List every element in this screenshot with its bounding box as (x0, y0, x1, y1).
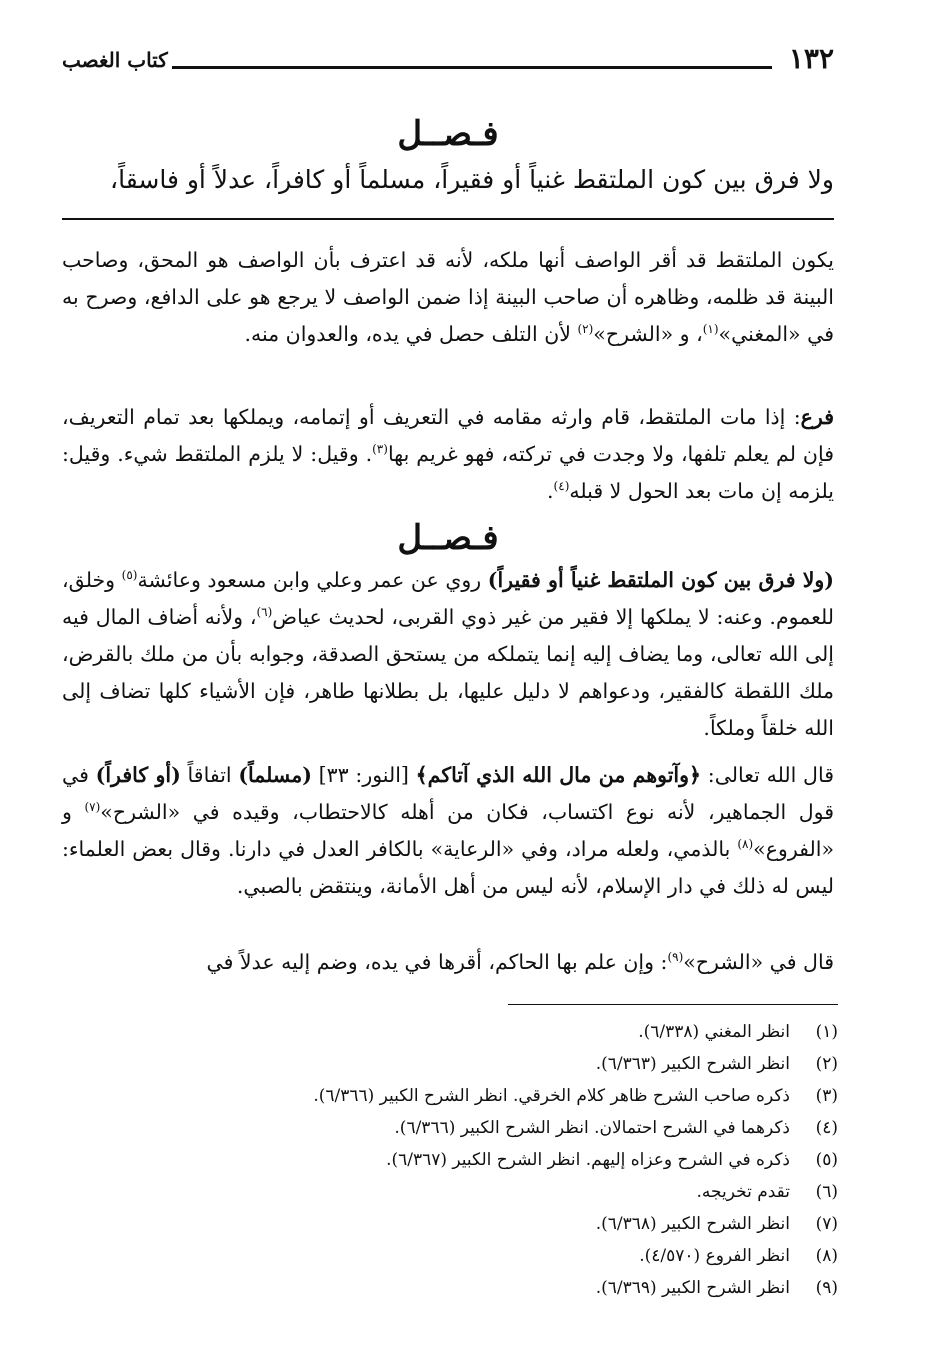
paragraph-4-text-a: قال الله تعالى: (701, 763, 834, 787)
footnote-item (118, 1208, 838, 1240)
footnote-number: (٢) (815, 1054, 838, 1074)
verse-reference: [النور: ٣٣] (311, 763, 416, 787)
paragraph-5-text-a: قال في «الشرح» (683, 950, 834, 974)
footnote-item (118, 1144, 838, 1176)
matn-quote-muslim: (مسلماً) (238, 763, 312, 787)
footnote-item (118, 1240, 838, 1272)
paragraph-1 (62, 242, 834, 353)
footnote-item (118, 1048, 838, 1080)
paragraph-3-text-c: ، ولأنه أضاف المال فيه إلى الله تعالى، وما يضاف إليه إنما يتملكه من يستحق الصدقة، وجوابه بأن من ملك بالقرض، ملك اللقطة كالفقير، ودعواهم لا دليل عليها، بل بطلانها طاهر، فإن الأشياء كلها تضاف إلى الله خلقاً وملكاً. (62, 605, 834, 740)
footnote-text: انظر الفروع (٤/٥٧٠). (639, 1246, 790, 1266)
page-header (62, 44, 834, 78)
far-label: فرع (800, 405, 834, 429)
footnote-text: انظر الشرح الكبير (٦/٣٦٨). (595, 1214, 790, 1234)
paragraph-4-text-d: في قول الجماهير، لأنه نوع اكتساب، فكان من أهله كالاحتطاب، وقيده في «الشرح» (62, 763, 834, 824)
paragraph-4-text-f: بالذمي، ولعله مراد، وفي «الرعاية» بالكافر العدل في دارنا. وقال بعض العلماء: ليس له ذلك في دار الإسلام، لأنه ليس من أهل الأمانة، وينتقض بالصبي. (62, 837, 834, 898)
footnote-text: ذكره في الشرح وعزاه إليهم. انظر الشرح الكبير (٦/٣٦٧). (386, 1150, 790, 1170)
paragraph-1-text-c: لأن التلف حصل في يده، والعدوان منه. (244, 322, 578, 346)
footnote-text: انظر الشرح الكبير (٦/٣٦٩). (595, 1278, 790, 1298)
paragraph-5 (62, 944, 834, 981)
matn-text: ولا فرق بين كون الملتقط غنياً أو فقيراً، مسلماً أو كافراً، عدلاً أو فاسقاً، (110, 165, 834, 194)
paragraph-3 (62, 562, 834, 747)
footnote-number: (٤) (815, 1118, 838, 1138)
footnote-text: ذكرهما في الشرح احتمالان. انظر الشرح الكبير (٦/٣٦٦). (394, 1118, 790, 1138)
footnote-ref-4[interactable]: (٤) (553, 479, 570, 494)
footnote-number: (١) (815, 1022, 838, 1042)
footnote-item (118, 1080, 838, 1112)
footnote-ref-7[interactable]: (٧) (84, 800, 101, 815)
paragraph-1-text-b: ، و «الشرح» (593, 322, 703, 346)
paragraph-5-text-b: : وإن علم بها الحاكم، أقرها في يده، وضم إليه عدلاً في (206, 950, 668, 974)
matn-divider (62, 218, 834, 220)
section-heading-2: فـصــل (397, 518, 499, 558)
paragraph-2-text-c: . (547, 479, 554, 503)
paragraph-3-text-b: وخلق، للعموم. وعنه: لا يملكها إلا فقير من غير ذوي القربى، لحديث عياض (62, 568, 834, 629)
footnote-number: (٨) (815, 1246, 838, 1266)
paragraph-2 (62, 399, 834, 510)
footnote-number: (٩) (815, 1278, 838, 1298)
paragraph-4-text-c: اتفاقاً (180, 763, 239, 787)
footnote-number: (٧) (815, 1214, 838, 1234)
header-rule (172, 66, 772, 69)
quran-verse: ﴿وآتوهم من مال الله الذي آتاكم﴾ (415, 763, 702, 787)
footnote-ref-9[interactable]: (٩) (667, 950, 684, 965)
footnote-text: انظر المغني (٦/٣٣٨). (638, 1022, 790, 1042)
footnote-item (118, 1176, 838, 1208)
footnote-number: (٣) (815, 1086, 838, 1106)
footnote-ref-6[interactable]: (٦) (256, 605, 273, 620)
section-heading-1: فـصــل (397, 114, 499, 154)
matn-quote: (ولا فرق بين كون الملتقط غنياً أو فقيراً) (487, 568, 834, 592)
footnote-number: (٥) (815, 1150, 838, 1170)
footnote-ref-3[interactable]: (٣) (372, 442, 388, 457)
footnote-item (118, 1272, 838, 1304)
paragraph-3-text-a: روي عن عمر وعلي وابن مسعود وعائشة (137, 568, 488, 592)
footnote-ref-8[interactable]: (٨) (737, 837, 754, 852)
footnotes-list (118, 1016, 838, 1304)
page-number: ١٣٢ (788, 42, 834, 75)
footnote-text: تقدم تخريجه. (696, 1182, 790, 1202)
footnote-item (118, 1016, 838, 1048)
footnote-item (118, 1112, 838, 1144)
paragraph-2-text-b: . وقيل: لا يلزم الملتقط شيء. وقيل: يلزمه إن مات بعد الحول لا قبله (62, 442, 834, 503)
footnote-text: ذكره صاحب الشرح ظاهر كلام الخرقي. انظر الشرح الكبير (٦/٣٦٦). (313, 1086, 790, 1106)
footnote-divider (508, 1004, 838, 1005)
paragraph-2-text-a: : إذا مات الملتقط، قام وارثه مقامه في التعريف أو إتمامه، ويملكها بعد تمام التعريف، فإن لم يعلم تلفها، ولا وجدت في تركته، فهو غريم بها (62, 405, 835, 466)
paragraph-4-text-e: و «الفروع» (62, 800, 834, 861)
running-title: كتاب الغصب (62, 48, 168, 72)
matn-quote-kafir: (أو كافراً) (95, 763, 181, 787)
paragraph-4 (62, 757, 834, 905)
paragraph-1-text-a: يكون الملتقط قد أقر الواصف أنها ملكه، لأنه قد اعترف بأن الواصف هو المحق، وصاحب البينة قد ظلمه، وظاهره أن صاحب البينة إذا ضمن الواصف لا يرجع هو على الدافع، وصرح به في «المغني» (62, 248, 834, 346)
footnote-number: (٦) (815, 1182, 838, 1202)
footnote-ref-1[interactable]: (١) (702, 322, 719, 337)
footnote-ref-2[interactable]: (٢) (577, 322, 594, 337)
footnote-text: انظر الشرح الكبير (٦/٣٦٣). (595, 1054, 790, 1074)
footnote-ref-5[interactable]: (٥) (121, 568, 138, 583)
